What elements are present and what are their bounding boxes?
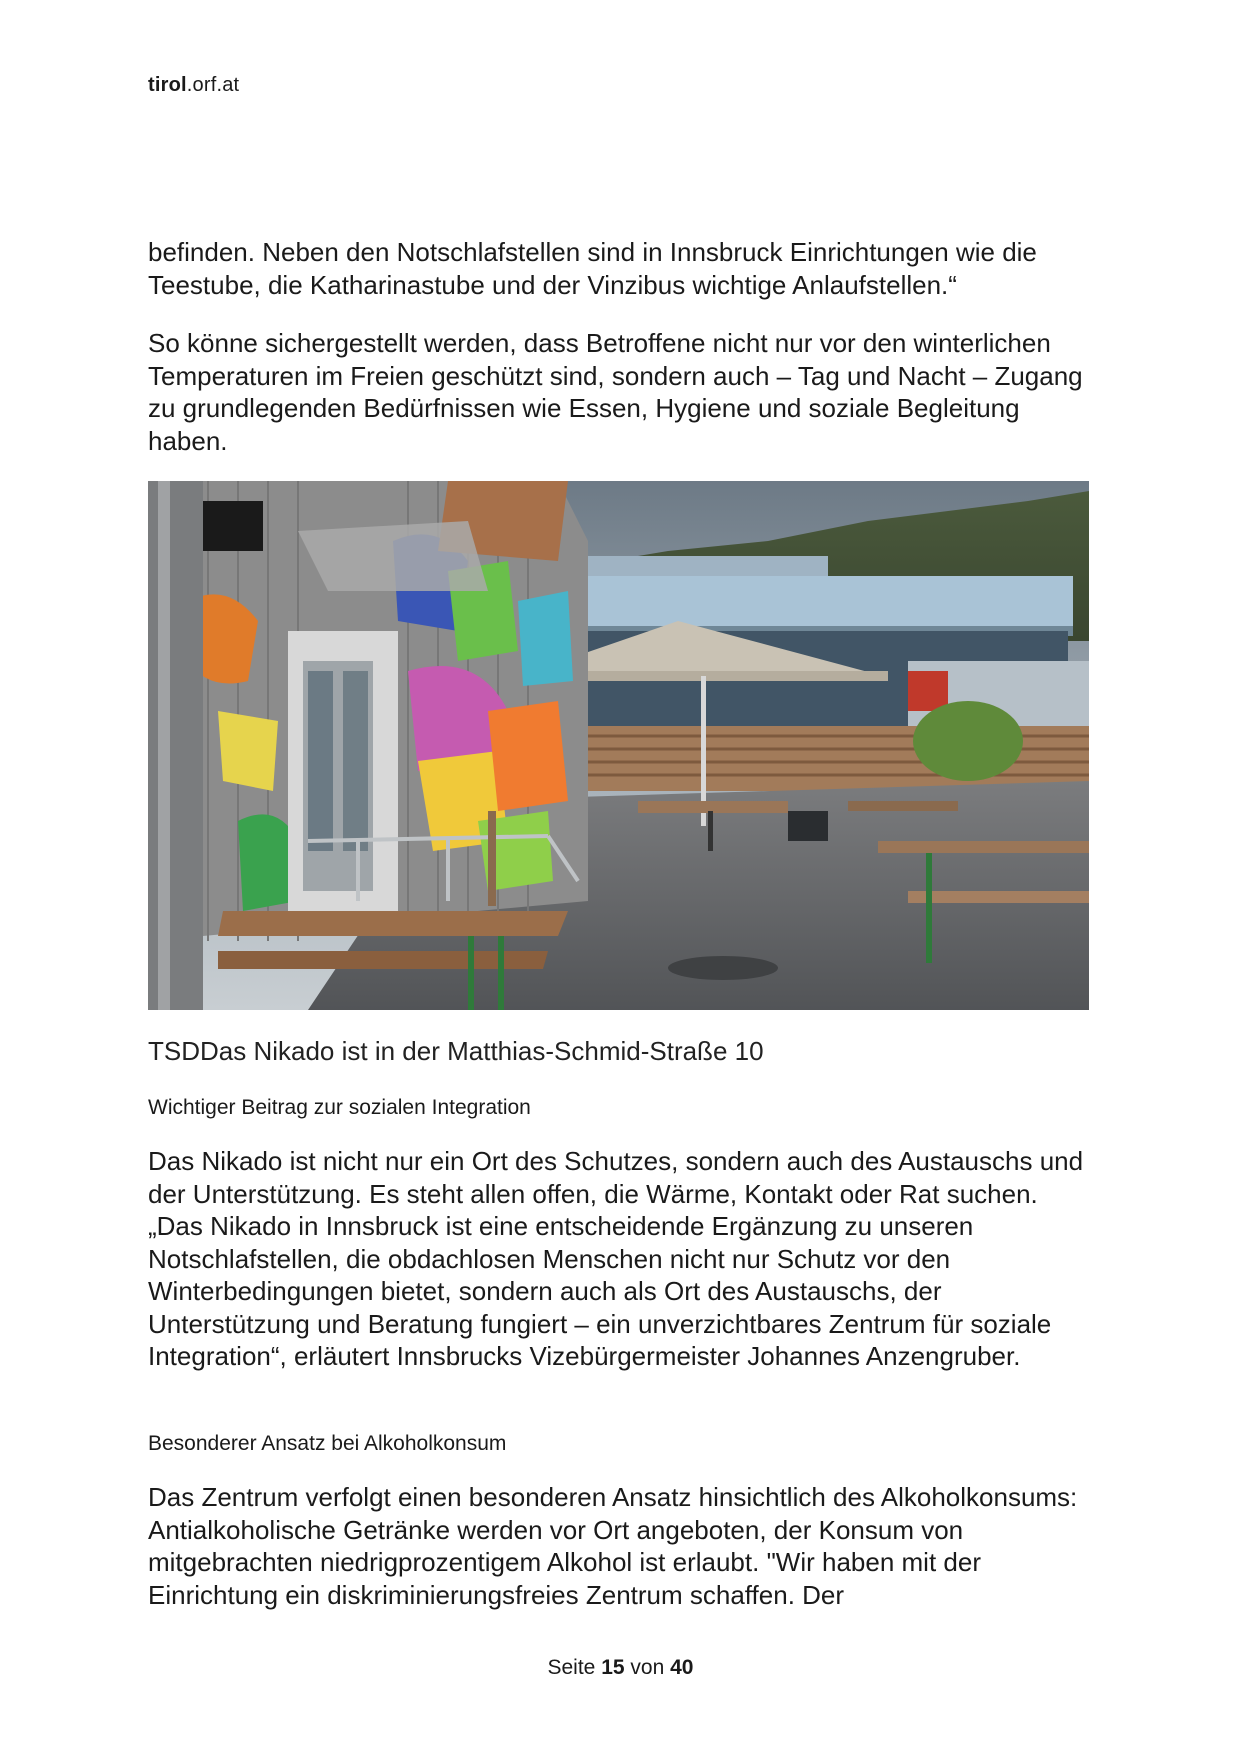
footer-page-number: 15 (601, 1656, 625, 1679)
page-footer (0, 1656, 1241, 1680)
subheading-alcohol: Besonderer Ansatz bei Alkoholkonsum (148, 1432, 507, 1455)
footer-middle: von (630, 1656, 665, 1679)
paragraph-4: Das Zentrum verfolgt einen besonderen Ansatz hinsichtlich des Alkoholkonsums: Antialkoholische Getränke werden vor Ort angeboten, der Konsum von mitgebrachten niedrigprozentigem Alkohol ist erlaubt. "Wir haben mit der Einrichtung ein diskriminierungsfreies Zentrum schaffen. Der (148, 1482, 1078, 1610)
paragraph-2: So könne sichergestellt werden, dass Betroffene nicht nur vor den winterlichen Temperaturen im Freien geschützt sind, sondern auch – Tag und Nacht – Zugang zu grundlegenden Bedürfnissen wie Essen, Hygiene und soziale Begleitung haben. (148, 328, 1083, 456)
image-caption: TSDDas Nikado ist in der Matthias-Schmid-Straße 10 (148, 1036, 764, 1066)
article-photo (148, 481, 1089, 1010)
site-name-bold: tirol (148, 74, 187, 96)
footer-prefix: Seite (547, 1656, 596, 1679)
paragraph-1: befinden. Neben den Notschlafstellen sind in Innsbruck Einrichtungen wie die Teestube, die Katharinastube und der Vinzibus wichtige Anlaufstellen.“ (148, 237, 1037, 300)
footer-total-pages: 40 (670, 1656, 694, 1679)
paragraph-3: Das Nikado ist nicht nur ein Ort des Schutzes, sondern auch des Austauschs und der Unterstützung. Es steht allen offen, die Wärme, Kontakt oder Rat suchen. „Das Nikado in Innsbruck ist eine entscheidende Ergänzung zu unseren Notschlafstellen, die obdachlosen Menschen nicht nur Schutz vor den Winterbedingungen bietet, sondern auch als Ort des Austauschs, der Unterstützung und Beratung fungiert – ein unverzichtbares Zentrum für soziale Integration“, erläutert Innsbrucks Vizebürgermeister Johannes Anzengruber. (148, 1146, 1084, 1371)
site-header (148, 74, 239, 97)
subheading-integration: Wichtiger Beitrag zur sozialen Integration (148, 1096, 531, 1119)
site-name-rest: .orf.at (186, 74, 240, 96)
